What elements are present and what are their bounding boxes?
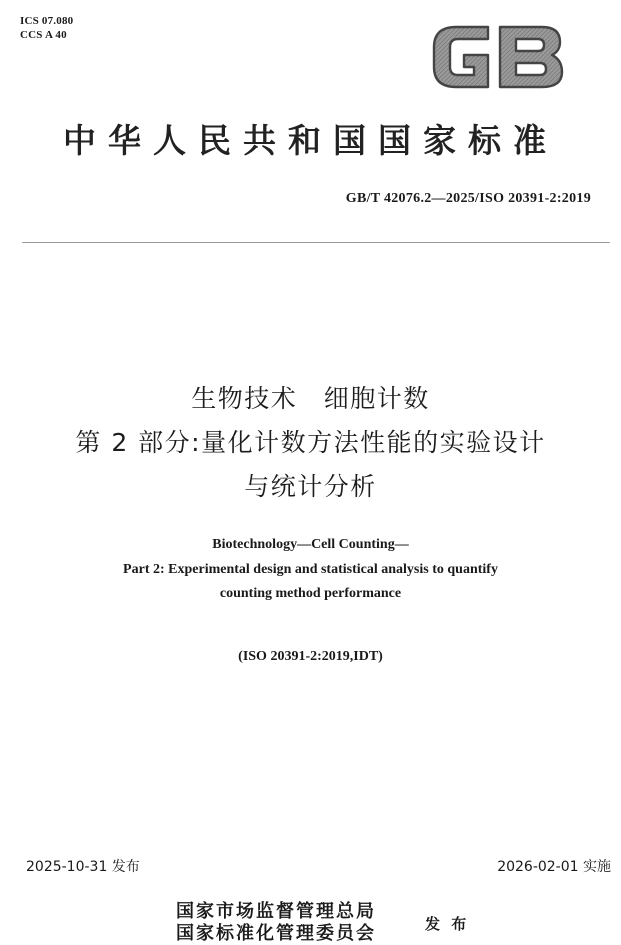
standard-number: GB/T 42076.2—2025/ISO 20391-2:2019 (345, 191, 591, 206)
standard-title: 中华人民共和国国家标准 (63, 121, 558, 160)
publisher-samr: 国家市场监督管理总局 (176, 901, 376, 922)
publishers (176, 901, 376, 945)
title-en-line2: Part 2: Experimental design and statistical analysis to quantify (123, 562, 498, 577)
iso-reference: (ISO 20391-2:2019,IDT) (238, 649, 383, 664)
release-label: 发 布 (425, 915, 470, 933)
implementation-date: 2026-02-01 实施 (497, 859, 611, 875)
issue-date: 2025-10-31 发布 (26, 859, 140, 875)
classification-codes (20, 14, 73, 42)
title-cn-line3: 与统计分析 (244, 472, 377, 501)
ccs-code: CCS A 40 (20, 29, 67, 41)
title-en-line3: counting method performance (219, 586, 402, 601)
gb-logo-icon (428, 17, 568, 97)
title-cn-line1: 生物技术 细胞计数 (191, 384, 430, 413)
header-divider (22, 242, 610, 243)
title-en-line1: Biotechnology—Cell Counting— (212, 537, 409, 552)
publisher-sac: 国家标准化管理委员会 (176, 923, 376, 944)
title-cn-line2: 第 2 部分:量化计数方法性能的实验设计 (75, 428, 546, 457)
ics-code: ICS 07.080 (20, 15, 74, 27)
